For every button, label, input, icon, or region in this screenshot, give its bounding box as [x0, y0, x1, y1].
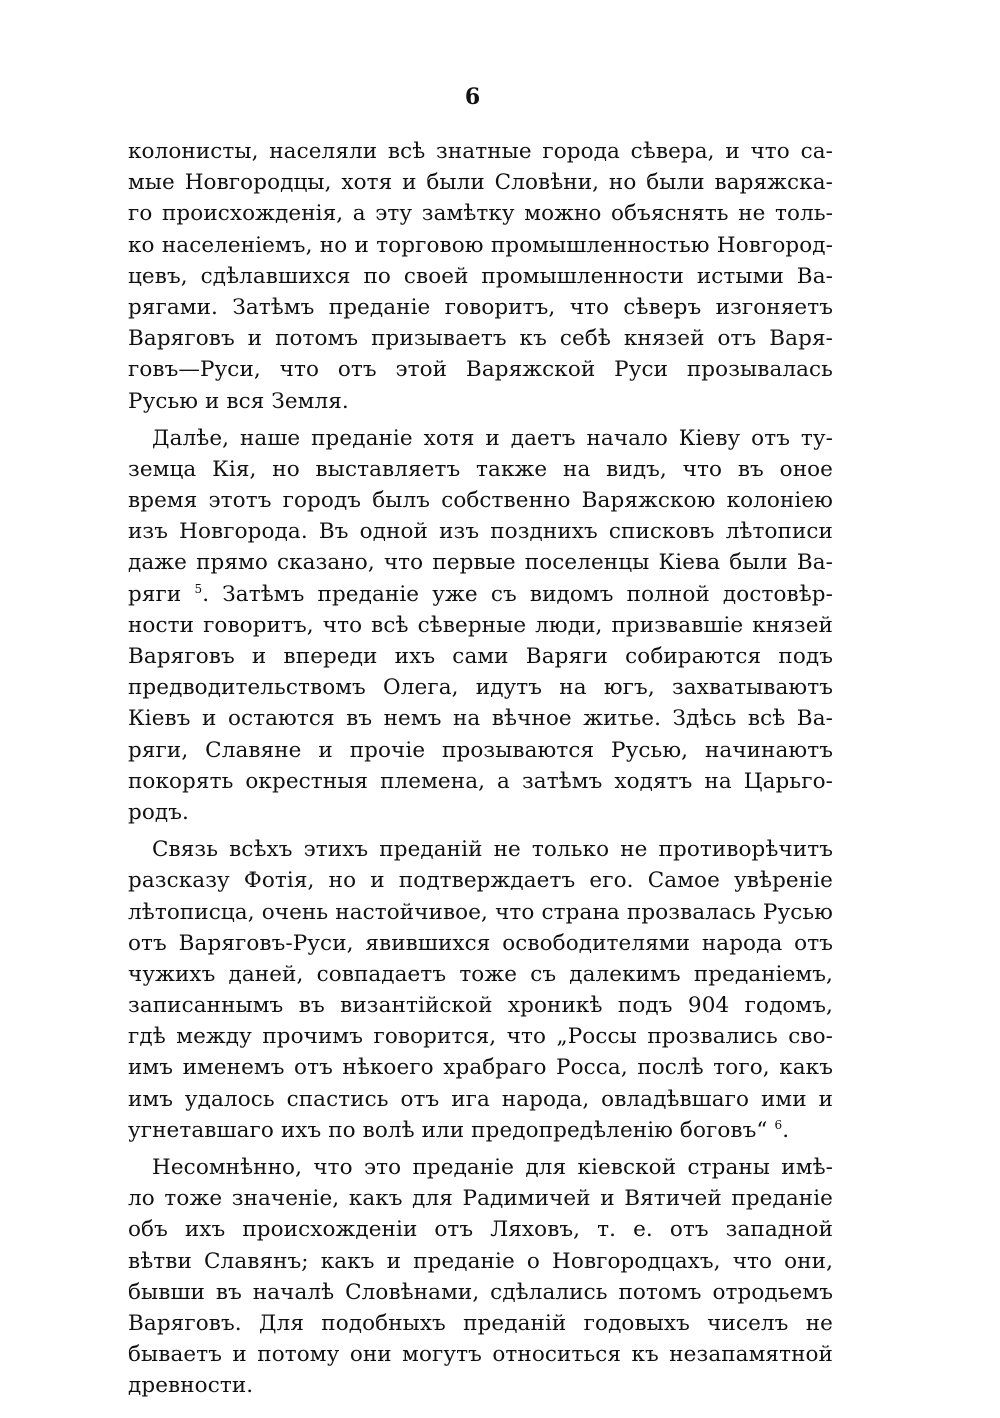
text-line: ности говоритъ, что всѣ сѣверные люди, призвавшіе князей [128, 612, 833, 638]
text-fragment: Затѣмъ преданіе уже съ видомъ полной достовѣр- [222, 581, 833, 607]
paragraph-4 [128, 1152, 833, 1402]
text-line: цевъ, сдѣлавшихся по своей промышленности истыми Ва- [128, 263, 833, 289]
text-line: Кіевъ и остаются въ немъ на вѣчное житье. Здѣсь всѣ Ва- [128, 706, 833, 732]
text-line: ко населеніемъ, но и торговою промышленностью Новгород- [128, 232, 833, 258]
footnote-mark-5: 5 [194, 581, 203, 596]
text-line: чужихъ даней, совпадаетъ тоже съ далекимъ преданіемъ, [128, 961, 833, 987]
text-line: древности. [128, 1373, 254, 1399]
text-line: изъ Новгорода. Въ одной изъ позднихъ списковъ лѣтописи [128, 519, 833, 545]
text-line: имъ именемъ отъ нѣкоего храбраго Росса, послѣ того, какъ [128, 1055, 833, 1081]
text-line: бывши въ началѣ Словѣнами, сдѣлались потомъ отродьемъ [128, 1279, 833, 1305]
text-line: отъ Варяговъ-Руси, явившихся освободителями народа отъ [128, 930, 833, 956]
text-line: Несомнѣнно, что это преданіе для кіевской страны имѣ- [152, 1155, 833, 1180]
text-fragment: угнетавшаго ихъ по волѣ или предопредѣленію боговъ“ [128, 1117, 768, 1143]
text-line: земца Кія, но выставляетъ также на видъ, что въ оное [128, 456, 833, 482]
text-line: бываетъ и потому они могутъ относиться къ незапамятной [128, 1342, 833, 1368]
text-line: Варяговъ. Для подобныхъ преданій годовыхъ чиселъ не [128, 1310, 833, 1336]
text-line-with-footnote: ряги $^5$. Затѣмъ преданіе уже съ видомъ полной достовѣр- [128, 581, 833, 607]
text-line: го происхожденія, а эту замѣтку можно объяснять не толь- [128, 201, 833, 227]
paragraph-2 [128, 423, 833, 828]
page-number: 6 [464, 84, 481, 110]
text-line: покорять окрестныя племена, а затѣмъ ходятъ на Царьго- [128, 768, 833, 794]
text-line: имъ удалось спастись отъ ига народа, овладѣвшаго ими и [128, 1086, 833, 1112]
text-line: даже прямо сказано, что первые поселенцы Кіева были Ва- [128, 550, 833, 576]
text-line: родъ. [128, 799, 189, 825]
text-line: Далѣе, наше преданіе хотя и даетъ начало Кіеву отъ ту- [152, 425, 833, 451]
text-line: Варяговъ и потомъ призываетъ къ себѣ князей отъ Варя- [128, 326, 833, 352]
text-line: ло тоже значеніе, какъ для Радимичей и Вятичей преданіе [128, 1186, 833, 1212]
text-line: говъ—Руси, что отъ этой Варяжской Руси прозывалась [128, 357, 833, 383]
text-line: рягами. Затѣмъ преданіе говоритъ, что сѣверъ изгоняетъ [128, 294, 833, 320]
footnote-mark-6: 6 [774, 1117, 783, 1132]
text-line: Русью и вся Земля. [128, 388, 349, 414]
text-line: Варяговъ и впереди ихъ сами Варяги собираются подъ [128, 644, 833, 669]
text-line: разсказу Фотія, но и подтверждаетъ его. Самое увѣреніе [128, 868, 833, 894]
text-line: вѣтви Славянъ; какъ и преданіе о Новгородцахъ, что они, [128, 1248, 833, 1274]
text-line: мые Новгородцы, хотя и были Словѣни, но были варяжска- [128, 170, 833, 196]
text-line-with-footnote: угнетавшаго ихъ по волѣ или предопредѣленію боговъ“ $^6$. [128, 1117, 790, 1143]
text-line: лѣтописца, очень настойчивое, что страна прозвалась Русью [128, 899, 833, 925]
text-line: объ ихъ происхожденіи отъ Ляховъ, т. е. отъ западной [128, 1217, 833, 1243]
paragraph-3 [128, 834, 833, 1146]
paragraph-1 [128, 136, 833, 417]
text-line: Связь всѣхъ этихъ преданій не только не противорѣчитъ [152, 837, 833, 863]
text-line: предводительствомъ Олега, идутъ на югъ, захватываютъ [128, 675, 833, 701]
text-line: гдѣ между прочимъ говорится, что „Россы прозвались сво- [128, 1024, 833, 1050]
text-fragment: ряги [128, 581, 182, 607]
text-line: записаннымъ въ византійской хроникѣ подъ 904 годомъ, [128, 993, 833, 1019]
text-line: колонисты, населяли всѣ знатные города сѣвера, и что са- [128, 139, 833, 164]
body-text [128, 136, 833, 1402]
text-line: ряги, Славяне и прочіе прозываются Русью, начинаютъ [128, 737, 833, 763]
text-line: время этотъ городъ былъ собственно Варяжскою колоніею [128, 488, 833, 514]
